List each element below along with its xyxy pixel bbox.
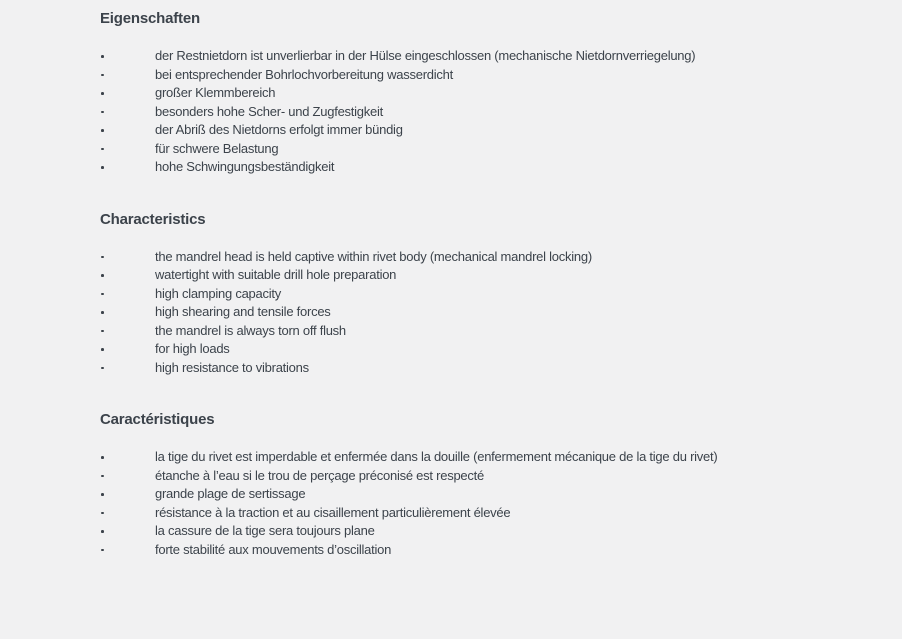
bullet-list-characteristics <box>100 248 882 378</box>
list-item-text: étanche à l’eau si le trou de perçage préconisé est respecté <box>155 467 484 483</box>
list-item-text: bei entsprechender Bohrlochvorbereitung wasserdicht <box>155 66 453 82</box>
list-item-text: watertight with suitable drill hole preparation <box>155 267 397 282</box>
list-item-text: résistance à la traction et au cisaillement particulièrement élevée <box>155 504 511 520</box>
list-item <box>100 285 882 304</box>
list-item <box>100 47 882 66</box>
list-item-text: high clamping capacity <box>155 285 282 301</box>
list-item <box>100 140 882 159</box>
list-item <box>100 322 882 341</box>
list-item-text: hohe Schwingungsbeständigkeit <box>155 159 335 174</box>
list-item <box>100 485 882 504</box>
list-item-text: für schwere Belastung <box>155 140 279 156</box>
list-item-text: grande plage de sertissage <box>155 486 306 501</box>
list-item-text: der Abriß des Nietdorns erfolgt immer bündig <box>155 122 403 137</box>
bullet-list-caracteristiques <box>100 448 882 559</box>
list-item <box>100 66 882 85</box>
list-item <box>100 522 882 541</box>
section-title-caracteristiques: Caractéristiques <box>100 411 215 428</box>
list-item <box>100 121 882 140</box>
list-item-text: the mandrel is always torn off flush <box>155 322 346 338</box>
list-item-text: for high loads <box>155 341 230 356</box>
list-item <box>100 303 882 322</box>
section-eigenschaften <box>100 10 882 177</box>
list-item-text: großer Klemmbereich <box>155 85 276 100</box>
list-item-text: the mandrel head is held captive within rivet body (mechanical mandrel locking) <box>155 248 592 264</box>
list-item <box>100 504 882 523</box>
list-item <box>100 541 882 560</box>
list-item-text: forte stabilité aux mouvements d’oscillation <box>155 541 392 557</box>
section-title-eigenschaften: Eigenschaften <box>100 10 200 27</box>
list-item <box>100 158 882 177</box>
list-item <box>100 340 882 359</box>
list-item-text: der Restnietdorn ist unverlierbar in der Hülse eingeschlossen (mechanische Nietdornverriegelung) <box>155 48 696 63</box>
list-item <box>100 467 882 486</box>
list-item <box>100 266 882 285</box>
section-characteristics <box>100 211 882 378</box>
list-item-text: besonders hohe Scher- und Zugfestigkeit <box>155 103 384 119</box>
list-item <box>100 248 882 267</box>
bullet-list-eigenschaften <box>100 47 882 177</box>
list-item <box>100 84 882 103</box>
list-item <box>100 103 882 122</box>
section-title-characteristics: Characteristics <box>100 210 206 228</box>
list-item <box>100 448 882 467</box>
list-item-text: la cassure de la tige sera toujours plane <box>155 523 375 538</box>
list-item-text: high shearing and tensile forces <box>155 304 331 319</box>
list-item-text: high resistance to vibrations <box>155 359 309 375</box>
list-item <box>100 359 882 378</box>
section-caracteristiques <box>100 411 882 559</box>
list-item-text: la tige du rivet est imperdable et enfermée dans la douille (enfermement mécanique de la tige du rivet) <box>155 449 718 464</box>
